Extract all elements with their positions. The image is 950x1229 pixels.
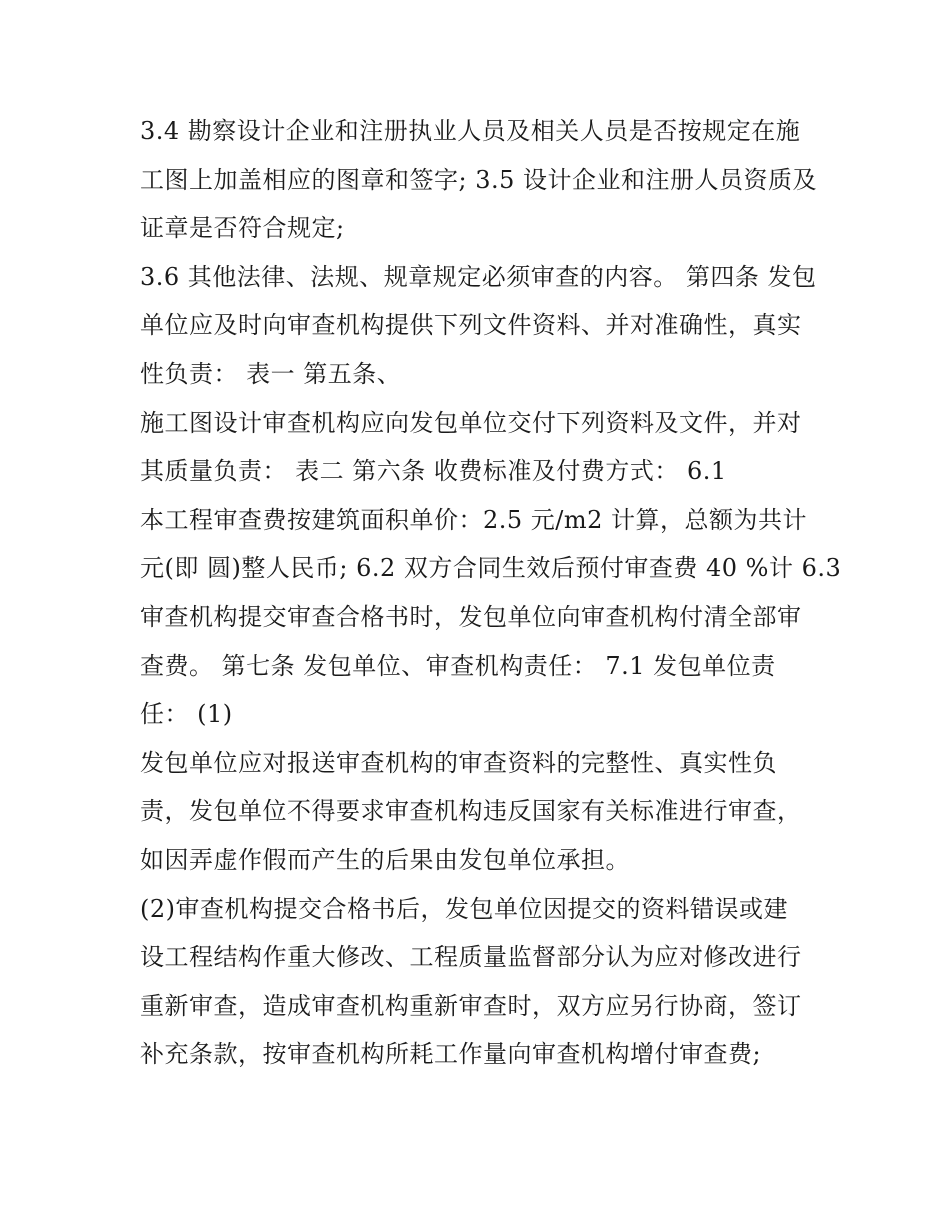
text-line: 任： (1): [140, 700, 233, 729]
text-line: 设工程结构作重大修改、工程质量监督部分认为应对修改进行: [140, 943, 802, 972]
text-line: 3.6 其他法律、法规、规章规定必须审查的内容。 第四条 发包: [140, 262, 817, 291]
text-line: 如因弄虚作假而产生的后果由发包单位承担。: [140, 845, 630, 874]
text-line: 补充条款，按审查机构所耗工作量向审查机构增付审查费;: [140, 1040, 762, 1069]
text-line: 单位应及时向审查机构提供下列文件资料、并对准确性，真实: [140, 311, 802, 340]
text-line: 审查机构提交审查合格书时，发包单位向审查机构付清全部审: [140, 602, 802, 631]
text-line: 责，发包单位不得要求审查机构违反国家有关标准进行审查，: [140, 797, 802, 826]
text-line: (2)审查机构提交合格书后，发包单位因提交的资料错误或建: [140, 894, 788, 923]
document-body: [140, 107, 840, 1079]
text-line: 其质量负责： 表二 第六条 收费标准及付费方式： 6.1: [140, 457, 727, 486]
text-line: 证章是否符合规定;: [140, 214, 345, 243]
text-line: 本工程审查费按建筑面积单价：2.5 元/m2 计算，总额为共计: [140, 505, 808, 534]
text-line: 性负责： 表一 第五条、: [140, 359, 402, 388]
text-line: 元(即 圆)整人民币; 6.2 双方合同生效后预付审查费 40 %计 6.3: [140, 554, 842, 583]
text-line: 查费。 第七条 发包单位、审查机构责任： 7.1 发包单位责: [140, 651, 776, 680]
text-line: 发包单位应对报送审查机构的审查资料的完整性、真实性负: [140, 748, 777, 777]
text-line: 工图上加盖相应的图章和签字; 3.5 设计企业和注册人员资质及: [140, 165, 818, 194]
text-line: 施工图设计审查机构应向发包单位交付下列资料及文件，并对: [140, 408, 802, 437]
text-line: 重新审查，造成审查机构重新审查时，双方应另行协商，签订: [140, 991, 802, 1020]
text-line: 3.4 勘察设计企业和注册执业人员及相关人员是否按规定在施: [140, 117, 801, 145]
